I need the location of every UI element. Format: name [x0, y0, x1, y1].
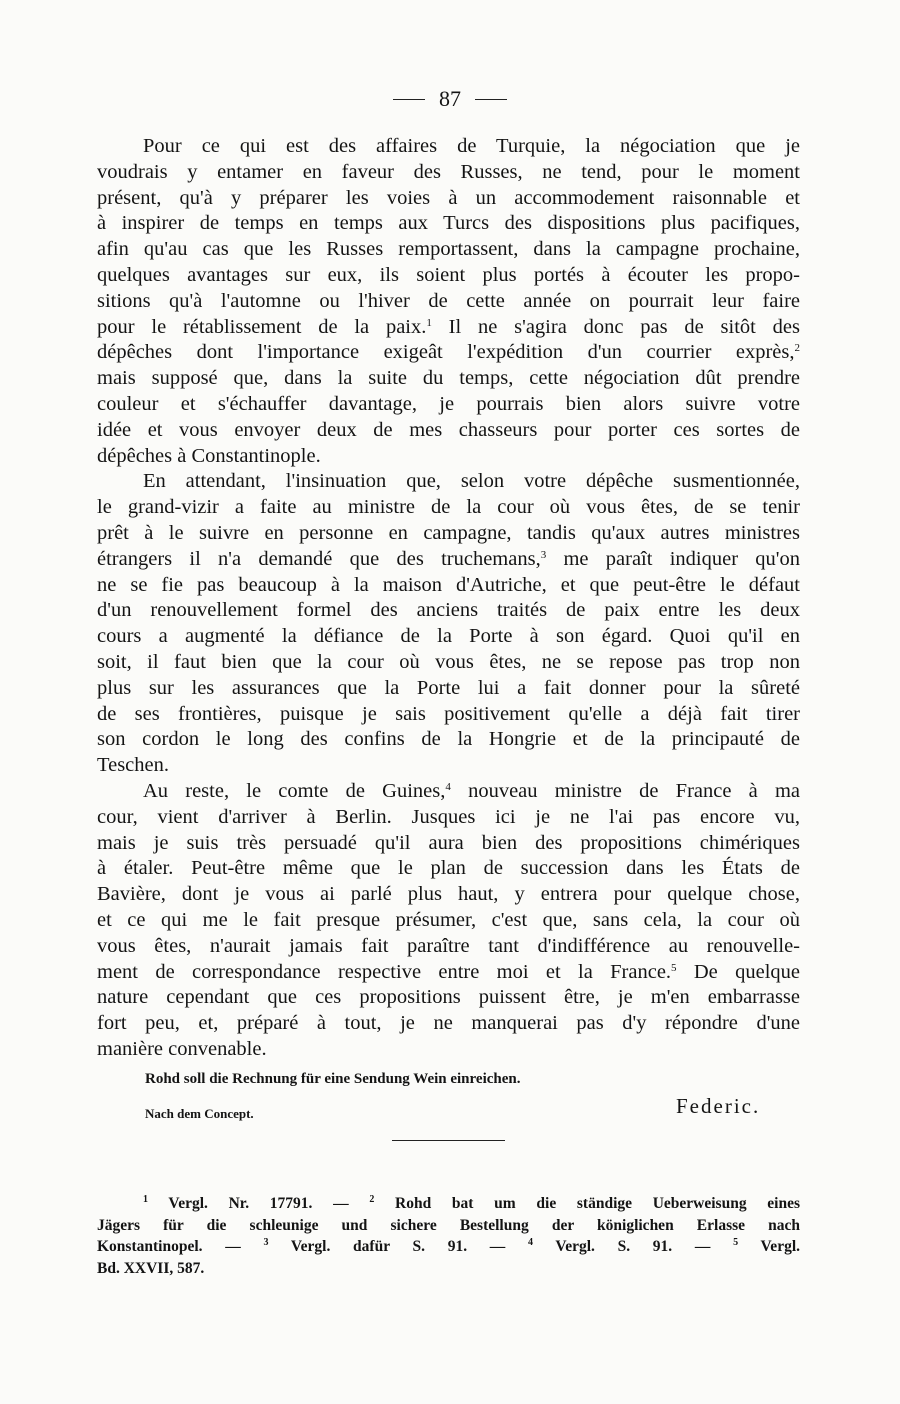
text-line: mais je suis très persuadé qu'il aura bien des propositions chimériques	[97, 831, 800, 854]
text-segment: Il ne s'agira donc pas de sitôt des	[431, 315, 800, 338]
text-line: Pour ce qui est des affaires de Turquie, la négociation que je	[143, 135, 800, 157]
text-line: idée et vous envoyer deux de mes chasseurs pour porter ces sortes de	[97, 418, 800, 441]
footnotes	[97, 1193, 800, 1279]
text-line: quelques avantages sur eux, ils soient plus portés à écouter les propo-	[97, 263, 800, 286]
text-line: prêt à le suivre en personne en campagne, tandis qu'aux autres ministres	[97, 521, 800, 544]
text-segment: De quelque	[676, 960, 801, 983]
footnote-text: Vergl. dafür S. 91. —	[268, 1238, 528, 1255]
footnote-marker: 2	[794, 342, 800, 355]
text-line: manière convenable.	[97, 1037, 267, 1060]
text-line: et ce qui me le fait presque présumer, c'est que, sans cela, la cour où	[97, 908, 800, 931]
text-segment: pour le rétablissement de la paix.	[97, 315, 427, 338]
text-line: cours a augmenté la défiance de la Porte à son égard. Quoi qu'il en	[97, 625, 800, 648]
text-line: le grand-vizir a faite au ministre de la cour où vous êtes, de se tenir	[97, 496, 800, 519]
footnote-text: Vergl. Nr. 17791. —	[148, 1195, 370, 1212]
footnote-marker: 4	[445, 780, 451, 793]
page-header	[0, 86, 900, 112]
text-line: présent, qu'à y préparer les voies à un accommodement raisonnable et	[97, 186, 800, 209]
header-dash-right	[475, 99, 507, 100]
footnote-text: Rohd bat um die ständige Ueberweisung eines	[374, 1195, 800, 1212]
text-line: à étaler. Peut-être même que le plan de succession dans les États de	[97, 857, 800, 880]
editorial-note: Rohd soll die Rechnung für eine Sendung Wein einreichen.	[145, 1071, 521, 1087]
text-segment: dépêches dont l'importance exigeât l'expédition d'un courrier exprès,	[97, 341, 795, 364]
signature: Federic.	[676, 1094, 761, 1118]
footnote-number: 1	[143, 1194, 148, 1205]
footnote-line	[97, 1193, 800, 1215]
header-dash-left	[393, 99, 425, 100]
text-line: soit, il faut bien que la cour où vous êtes, ne se repose pas trop non	[97, 650, 800, 673]
text-line: cour, vient d'arriver à Berlin. Jusques ici je ne l'ai pas encore vu,	[97, 805, 800, 828]
text-line: couleur et s'échauffer davantage, je pourrais bien alors suivre votre	[97, 392, 800, 415]
text-line: voudrais y entamer en faveur des Russes, ne tend, pour le moment	[97, 160, 800, 183]
footnote-marker: 1	[426, 316, 432, 329]
footnote-text: Konstantinopel. —	[97, 1238, 264, 1255]
text-line	[97, 340, 800, 366]
footnote-separator	[392, 1140, 505, 1141]
text-line: sitions qu'à l'automne ou l'hiver de cette année on pourrait leur faire	[97, 289, 800, 312]
source-note: Nach dem Concept.	[145, 1106, 254, 1121]
text-line: plus sur les assurances que la Porte lui a fait donner pour la sûreté	[97, 676, 800, 699]
text-segment: nouveau ministre de France à ma	[450, 779, 801, 802]
letter-body	[97, 134, 800, 1063]
footnote-number: 5	[733, 1237, 739, 1248]
text-line: de ses frontières, puisque je sais positivement qu'elle a déjà fait tirer	[97, 702, 800, 725]
footnote-line: Bd. XXVII, 587.	[97, 1259, 205, 1277]
text-line: afin qu'au cas que les Russes remportassent, dans la campagne prochaine,	[97, 238, 800, 261]
text-line	[97, 315, 800, 341]
footnote-line	[97, 1236, 800, 1258]
text-segment: Au reste, le comte de Guines,	[143, 779, 446, 802]
footnote-line: Jägers für die schleunige und sichere Bestellung der königlichen Erlasse nach	[97, 1216, 800, 1234]
text-line: mais supposé que, dans la suite du temps, cette négociation dût prendre	[97, 367, 800, 390]
footnote-text: Vergl. S. 91. —	[533, 1238, 734, 1255]
footnote-number: 4	[528, 1237, 533, 1248]
text-line: à inspirer de temps en temps aux Turcs des dispositions plus pacifiques,	[97, 212, 800, 235]
footnote-number: 3	[263, 1237, 269, 1248]
footnote-text: Vergl.	[738, 1238, 800, 1255]
text-segment: ment de correspondance respective entre moi et la France.	[97, 960, 672, 983]
footnote-marker: 3	[540, 548, 547, 561]
text-line: dépêches à Constantinople.	[97, 444, 321, 467]
text-line: vous êtes, n'aurait jamais fait paraître tant d'indifférence au renouvelle-	[97, 934, 800, 957]
text-line: d'un renouvellement formel des anciens traités de paix entre les deux	[97, 599, 800, 622]
text-segment: me paraît indiquer qu'on	[546, 547, 800, 570]
text-line: nature cependant que ces propositions puissent être, je m'en embarrasse	[97, 986, 800, 1009]
text-line	[97, 547, 800, 573]
text-line: son cordon le long des confins de la Hongrie et de la principauté de	[97, 728, 800, 751]
text-line: En attendant, l'insinuation que, selon votre dépêche susmentionnée,	[143, 470, 800, 493]
text-line: Teschen.	[97, 754, 169, 777]
text-line: fort peu, et, préparé à tout, je ne manquerai pas d'y répondre d'une	[97, 1012, 800, 1035]
text-line: ne se fie pas beaucoup à la maison d'Autriche, et que peut-être le défaut	[97, 573, 800, 596]
text-segment: étrangers il n'a demandé que des truchemans,	[97, 547, 541, 570]
text-line	[97, 960, 800, 986]
footnote-marker: 5	[671, 961, 677, 974]
text-line	[97, 779, 800, 805]
page-number: 87	[439, 86, 461, 111]
text-line: Bavière, dont je vous ai parlé plus haut, y entrera pour quelque chose,	[97, 883, 800, 906]
footnote-number: 2	[369, 1194, 375, 1205]
